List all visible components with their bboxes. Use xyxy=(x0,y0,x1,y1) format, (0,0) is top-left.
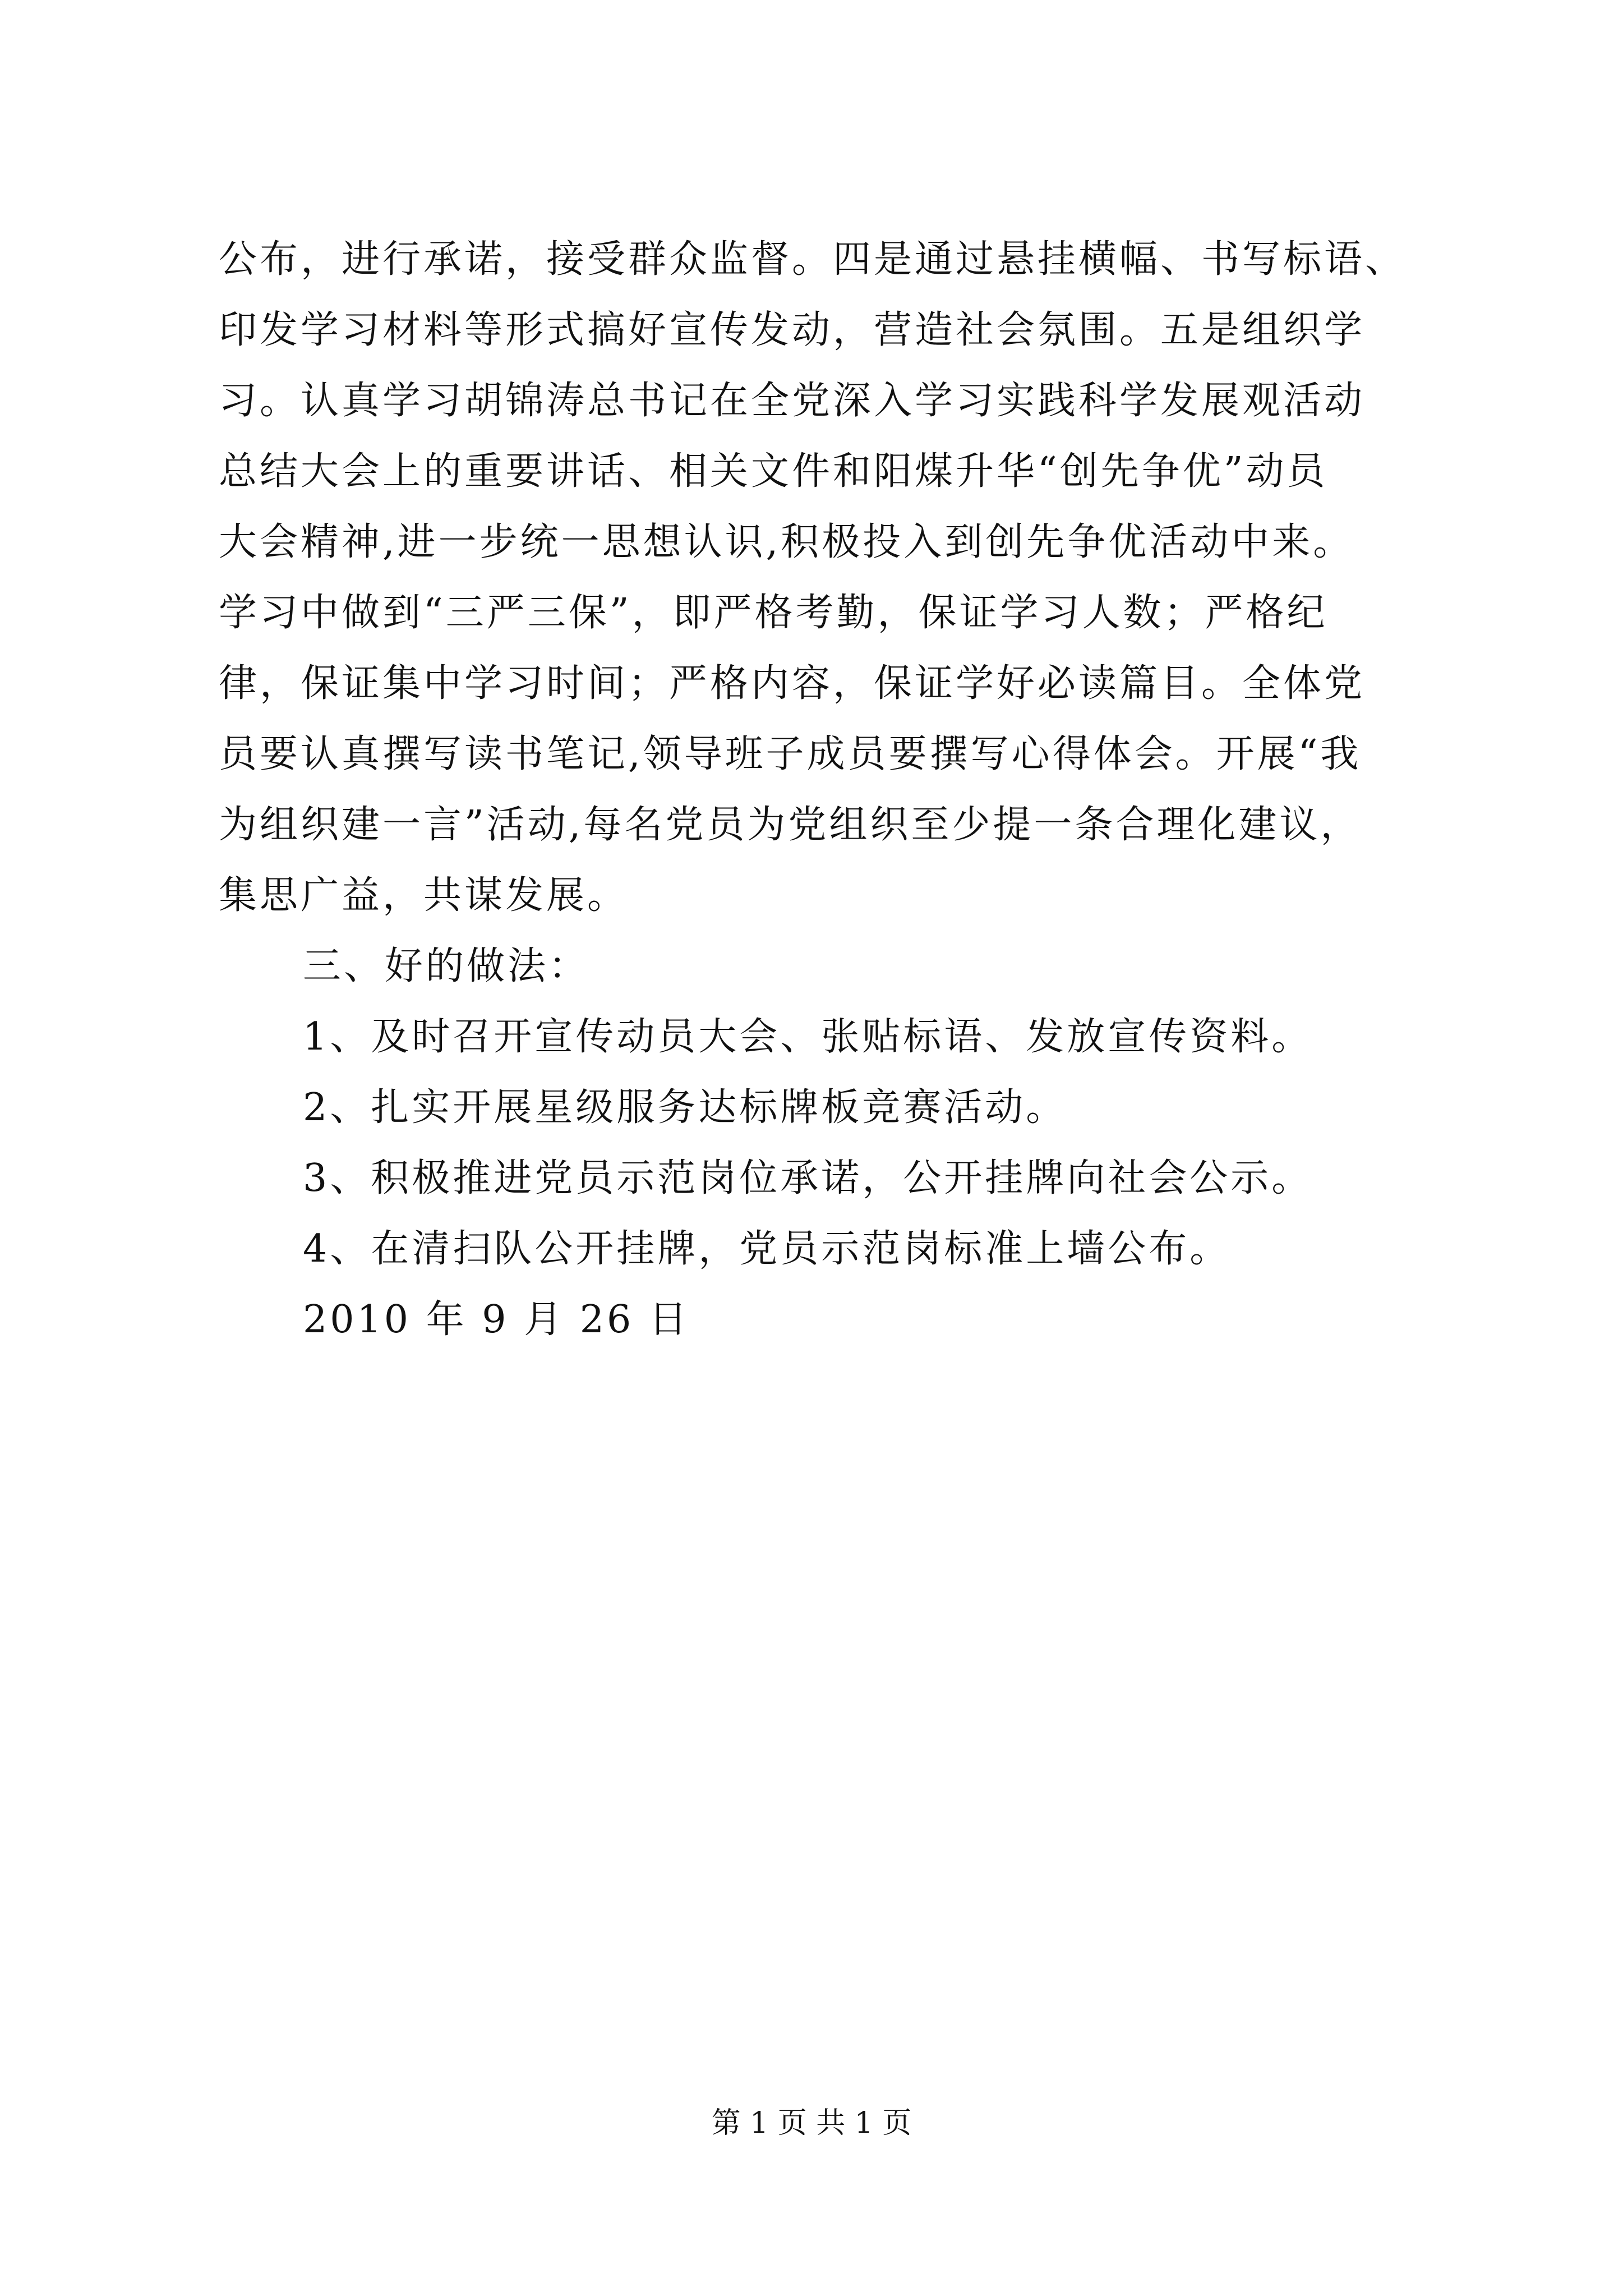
document-date: 2010 年 9 月 26 日 xyxy=(303,1297,690,1342)
paragraph-line-4: 总结大会上的重要讲话、相关文件和阳煤升华“创先争优”动员 xyxy=(219,449,1328,494)
page-footer: 第 1 页 共 1 页 xyxy=(711,2106,912,2140)
paragraph-line-9: 为组织建一言”活动,每名党员为党组织至少提一条合理化建议， xyxy=(219,803,1362,847)
practice-item-1: 1、及时召开宣传动员大会、张贴标语、发放宣传资料。 xyxy=(303,1015,1313,1059)
practice-item-4: 4、在清扫队公开挂牌，党员示范岗标准上墙公布。 xyxy=(303,1227,1231,1271)
section-heading: 三、好的做法： xyxy=(303,944,590,988)
paragraph-line-6: 学习中做到“三严三保”，即严格考勤，保证学习人数；严格纪 xyxy=(219,591,1328,635)
practice-item-2: 2、扎实开展星级服务达标牌板竞赛活动。 xyxy=(303,1085,1067,1130)
practice-item-3: 3、积极推进党员示范岗位承诺，公开挂牌向社会公示。 xyxy=(303,1156,1313,1200)
paragraph-line-10: 集思广益，共谋发展。 xyxy=(219,873,629,918)
paragraph-line-2: 印发学习材料等形式搞好宣传发动，营造社会氛围。五是组织学 xyxy=(219,308,1366,352)
paragraph-line-3: 习。认真学习胡锦涛总书记在全党深入学习实践科学发展观活动 xyxy=(219,379,1366,423)
paragraph-line-7: 律，保证集中学习时间；严格内容，保证学好必读篇目。全体党 xyxy=(219,661,1366,706)
paragraph-line-5: 大会精神,进一步统一思想认识,积极投入到创先争优活动中来。 xyxy=(219,520,1354,564)
paragraph-line-1: 公布，进行承诺，接受群众监督。四是通过悬挂横幅、书写标语、 xyxy=(219,237,1407,282)
paragraph-line-8: 员要认真撰写读书笔记,领导班子成员要撰写心得体会。开展“我 xyxy=(219,732,1362,776)
